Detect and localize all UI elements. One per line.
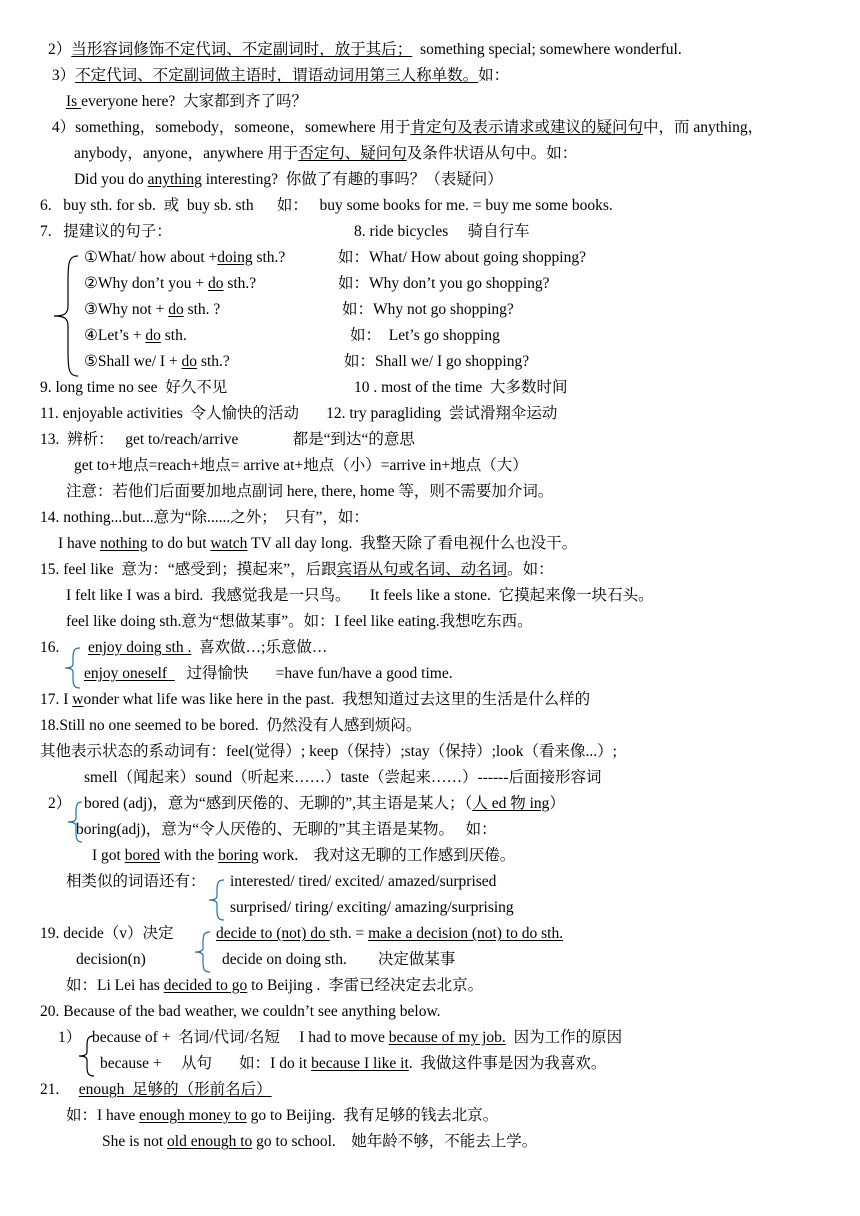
text-line [48,118,763,140]
underlined-text: boring [218,847,259,864]
text-segment: Did you do [74,171,148,188]
text-line [92,1028,622,1050]
text-segment: 2） [48,795,72,812]
underlined-text: nothing [100,535,148,552]
text-segment: decision(n) [76,951,146,968]
underlined-text: do [168,301,184,318]
text-segment: to do but [147,535,211,552]
text-segment: surprised/ tiring/ exciting/ amazing/surprising [230,899,514,916]
text-line [354,222,530,244]
text-line [92,846,515,868]
underlined-text: bored [124,847,161,864]
text-line [76,820,497,842]
text-line [84,300,220,322]
text-segment: 如：What/ How about going shopping? [338,249,586,266]
text-segment: get to+地点=reach+地点= arrive at+地点（小）=arrive in+地点（大） [74,457,528,474]
text-line [40,196,613,218]
text-line [84,664,453,686]
text-line [84,768,602,790]
text-line [66,586,654,608]
text-segment: 2） [48,41,72,58]
text-segment: 20. Because of the bad weather, we couldn’t see anything below. [40,1003,441,1020]
text-line [230,898,514,920]
text-segment: 3） [48,67,76,84]
text-line [66,482,553,504]
underlined-text: do [145,327,161,344]
text-segment: 其他表示状态的系动词有：feel(觉得）; keep（保持）;stay（保持）;look（看来像...）; [40,743,617,760]
text-segment: boring(adj)，意为“令人厌倦的、无聊的”其主语是某物。 如： [76,821,497,838]
text-segment: 11. enjoyable activities 令人愉快的活动 12. try paragliding 尝试滑翔伞运动 [40,405,558,422]
text-line [338,274,550,296]
underlined-text: because of my job. [388,1029,506,1046]
text-line [40,222,172,244]
text-segment: 及条件状语从句中。如： [406,145,578,162]
text-segment: 15. feel like 意为：“感受到；摸起来”，后跟 [40,561,337,578]
text-segment: because + 从句 如：I do it [100,1055,312,1072]
text-segment: feel like doing sth.意为“想做某事”。如：I feel like eating.我想吃东西。 [66,613,533,630]
text-line [74,456,528,478]
text-segment: 如：Shall we/ I go shopping? [344,353,530,370]
text-segment: go to Beijing. 我有足够的钱去北京。 [246,1107,499,1124]
underlined-text: old enough to [167,1133,253,1150]
underlined-text: enjoy oneself [84,665,175,682]
text-line [40,716,421,738]
text-line [338,248,586,270]
text-segment: 16. [40,639,60,656]
underlined-text: decided to go [163,977,248,994]
text-line [66,92,307,114]
text-line [40,378,227,400]
underlined-text: enough 足够的（形前名后） [78,1081,272,1098]
text-segment: 8. ride bicycles 骑自行车 [354,223,530,240]
text-line [88,638,327,660]
text-segment: 喜欢做…;乐意做… [191,639,328,656]
text-segment: anybody，anyone，anywhere 用于 [74,145,299,162]
text-segment: I got [92,847,125,864]
text-segment: sth.? [197,353,230,370]
underlined-text: 宾语从句或名词、动名词 [336,561,508,578]
text-line [66,976,483,998]
text-line [66,872,206,894]
text-line [40,1080,272,1102]
text-line [48,40,682,62]
text-segment: She is not [102,1133,168,1150]
text-line [354,378,568,400]
text-segment: sth.? [252,249,286,266]
text-line [58,534,577,556]
text-segment: interested/ tired/ excited/ amazed/surprised [230,873,497,890]
text-segment: work. 我对这无聊的工作感到厌倦。 [258,847,516,864]
text-line [84,274,256,296]
text-line [84,248,285,270]
text-segment: 如：Why not go shopping? [342,301,514,318]
text-segment: ） [549,795,565,812]
text-segment: ⑤Shall we/ I + [84,353,182,370]
text-line [216,924,563,946]
text-segment: to Beijing . 李雷已经决定去北京。 [247,977,484,994]
text-line [66,1106,498,1128]
text-line [40,404,557,426]
text-line [74,144,577,166]
underlined-text: 不定代词、不定副词做主语时，谓语动词用第三人称单数。 [75,67,479,84]
underlined-text: do [207,275,224,292]
text-line [350,326,500,348]
text-segment: interesting? 你做了有趣的事吗？（表疑问） [201,171,503,188]
text-line [74,170,503,192]
text-segment: sth.? [223,275,257,292]
text-line [40,638,59,660]
underlined-text: enough money to [139,1107,247,1124]
text-segment: 如： [478,67,510,84]
text-segment: 14. nothing...but...意为“除......之外； 只有”，如： [40,509,369,526]
text-segment: bored (adj)，意为“感到厌倦的、无聊的”,其主语是某人；（ [84,795,473,812]
text-segment: 如：Why don’t you go shopping? [338,275,550,292]
text-segment: 如：Li Lei has [66,977,164,994]
brace-suggestions [50,254,80,378]
brace-bored [66,800,84,844]
text-line [66,612,533,634]
underlined-text: decide to (not) do [216,925,330,942]
text-segment: 如：I have [66,1107,140,1124]
text-line [100,1054,606,1076]
text-line [84,352,230,374]
text-line [40,742,617,764]
text-line [40,690,590,712]
text-segment: go to school. 她年龄不够，不能去上学。 [252,1133,538,1150]
text-line [84,326,187,348]
text-segment: sth. [160,327,187,344]
text-line [40,560,554,582]
text-line [48,66,509,88]
underlined-text: 人 ed 物 ing [472,795,550,812]
text-line [40,430,415,452]
text-segment: 中，而 anything， [643,119,764,136]
underlined-text: anything [147,171,202,188]
text-line [342,300,514,322]
text-segment: 18.Still no one seemed to be bored. 仍然没有人感到烦闷。 [40,717,422,734]
text-segment: 9. long time no see 好久不见 [40,379,228,396]
text-segment: decide on doing sth. 决定做某事 [222,951,456,968]
text-segment: 过得愉快 =have fun/have a good time. [174,665,453,682]
text-segment: everyone here? 大家都到齐了吗？ [81,93,308,110]
text-segment: 10 . most of the time 大多数时间 [354,379,568,396]
text-line [344,352,529,374]
text-line [76,950,146,972]
underlined-text: doing [217,249,253,266]
text-segment: 。如： [507,561,554,578]
underlined-text: do [181,353,198,370]
text-segment: . 我做这件事是因为我喜欢。 [408,1055,607,1072]
text-segment: 17. I [40,691,73,708]
text-segment: with the [160,847,219,864]
text-segment: ①What/ how about + [84,249,218,266]
underlined-text: watch [210,535,248,552]
text-line [40,1002,441,1024]
text-segment: ②Why don’t you + [84,275,208,292]
brace-decide [192,930,212,974]
brace-enjoy [62,646,82,690]
underlined-text: 当形容词修饰不定代词、不定副词时，放于其后； [71,41,413,58]
text-segment: ③Why not + [84,301,169,318]
text-segment: smell（闻起来）sound（听起来……）taste（尝起来……）------后面接形容词 [84,769,602,786]
text-segment: 相类似的词语还有： [66,873,206,890]
text-segment: 13. 辨析： get to/reach/arrive 都是“到达“的意思 [40,431,415,448]
underlined-text: make a decision (not) to do sth. [368,925,564,942]
text-segment: ④Let’s + [84,327,146,344]
underlined-text: 否定句、疑问句 [298,145,407,162]
text-segment: because of + 名词/代词/名短 I had to move [92,1029,389,1046]
text-segment: onder what life was like here in the past. 我想知道过去这里的生活是什么样的 [83,691,591,708]
text-segment: sth. = [329,925,369,942]
text-line [40,508,369,530]
text-segment: I have [58,535,101,552]
text-line [40,924,173,946]
underlined-text: because I like it [311,1055,409,1072]
underlined-text: w [72,691,84,708]
underlined-text: enjoy doing sth . [88,639,192,656]
text-line [222,950,455,972]
text-segment: 4）something，somebody，someone，somewhere 用于 [48,119,411,136]
text-segment: something special; somewhere wonderful. [412,41,682,58]
underlined-text: Is [66,93,82,110]
text-segment: 6. buy sth. for sb. 或 buy sb. sth 如： buy some books for me. = buy me some books. [40,197,613,214]
underlined-text: 肯定句及表示请求或建议的疑问句 [410,119,643,136]
text-segment: 因为工作的原因 [505,1029,623,1046]
text-line [102,1132,537,1154]
text-line [230,872,496,894]
text-segment: 19. decide（v）决定 [40,925,174,942]
brace-similar-words [206,878,226,922]
brace-because [76,1034,96,1078]
text-line [84,794,565,816]
text-segment: I felt like I was a bird. 我感觉我是一只鸟。 It feels like a stone. 它摸起来像一块石头。 [66,587,654,604]
text-segment: 注意：若他们后面要加地点副词 here, there, home 等，则不需要加介词。 [66,483,554,500]
text-segment: 1） [58,1029,82,1046]
text-segment: TV all day long. 我整天除了看电视什么也没干。 [247,535,578,552]
text-segment: 21. [40,1081,79,1098]
text-segment: 7. 提建议的句子： [40,223,172,240]
text-segment: sth. ? [183,301,221,318]
text-segment: 如： Let’s go shopping [350,327,500,344]
